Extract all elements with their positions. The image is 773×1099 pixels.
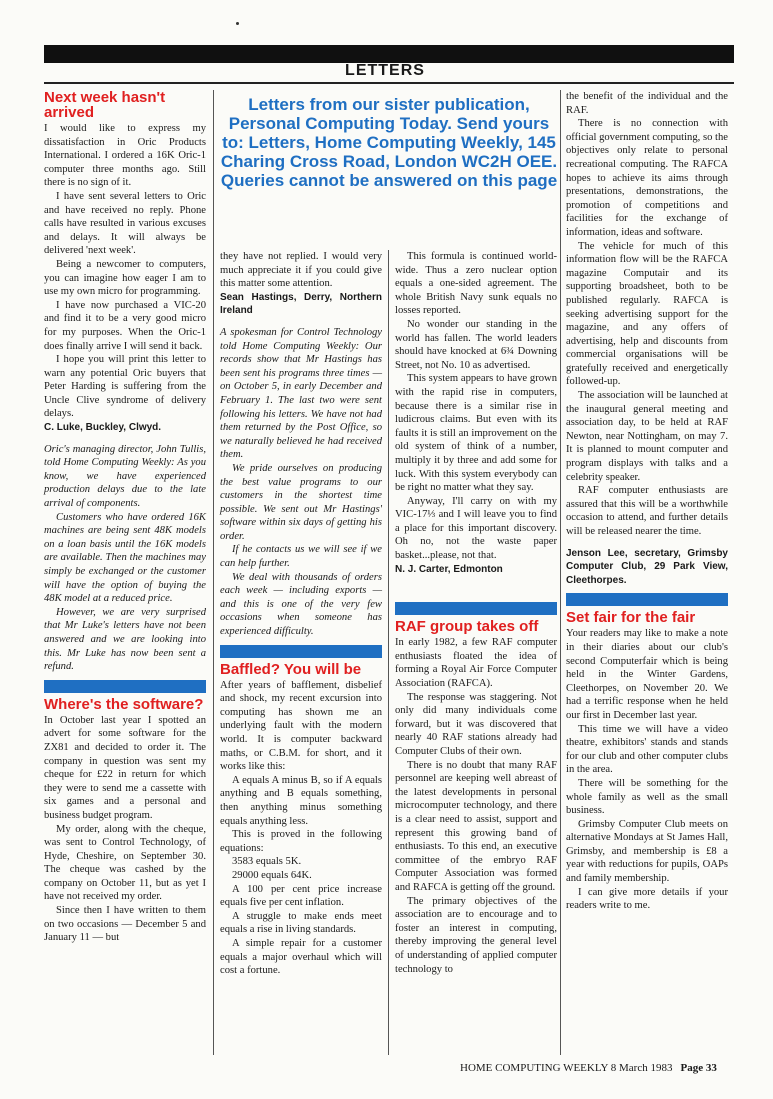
letter-paragraph: There will be something for the whole family as well as the small business. xyxy=(566,777,728,817)
column-1 xyxy=(44,90,206,945)
promo-box: Letters from our sister publication, Personal Computing Today. Send yours to: Letters, Home Computing Weekly, 145 Charing Cross Road, London WC2H OEE. Queries cannot be answered on this page xyxy=(220,95,558,190)
print-mark xyxy=(236,22,239,25)
letter-paragraph: A 100 per cent price increase equals five per cent inflation. xyxy=(220,883,382,909)
letter-paragraph: A equals A minus B, so if A equals anything and B equals something, then anything minus something equals anything less. xyxy=(220,774,382,827)
column-4 xyxy=(566,90,728,913)
letter-paragraph: I have now purchased a VIC-20 and find it to be a very good micro for my purposes. When the Oric-1 does finally arrive I will send it back. xyxy=(44,299,206,352)
letter-paragraph: The primary objectives of the association are to encourage and to foster an interest in computing, thereby improving the general level of understanding of applied computer technology to xyxy=(395,895,557,975)
reply-paragraph: Oric's managing director, John Tullis, told Home Computing Weekly: As you know, we have experienced production delays due to the late arrival of components. xyxy=(44,443,206,510)
letter-signature: N. J. Carter, Edmonton xyxy=(395,563,503,575)
letter-paragraph: 3583 equals 5K. xyxy=(232,856,302,868)
header-rule xyxy=(44,82,734,84)
header-banner xyxy=(44,45,734,63)
letter-paragraph: This formula is continued world-wide. Thus a zero nuclear option equals a one-sided agreement. The whole British Navy sunk equals no losses reported. xyxy=(395,251,557,317)
letter-signature: C. Luke, Buckley, Clwyd. xyxy=(44,422,162,434)
letter-paragraph: A struggle to make ends meet equals a rise in living standards. xyxy=(220,910,382,936)
letter-paragraph: Being a newcomer to computers, you can imagine how eager I am to use my own micro for programming. xyxy=(44,258,206,298)
letter-paragraph: 29000 equals 64K. xyxy=(232,869,312,881)
letter-paragraph: There is no doubt that many RAF personnel are keeping well abreast of the latest developments in personal microcomputer technology, and there is a clear need to assist, support and represent this growing band of enthusiasts. To this end, an executive committee of the embryo RAF Computer Association was formed and RAFCA is getting off the ground. xyxy=(395,759,557,893)
heading-bar xyxy=(44,680,206,693)
letter-paragraph: The vehicle for much of this information flow will be the RAFCA magazine Computair and its supporting broadsheet, both to be published regularly. RAFCA is seeking advertising support for the magazine, and any offers of advertising, help and discounts from commercial organisations will be gratefully received and energetically followed-up. xyxy=(566,240,728,388)
section-title: LETTERS xyxy=(345,62,425,79)
letter-heading: Baffled? You will be xyxy=(220,660,362,678)
letter-paragraph: the benefit of the individual and the RAF. xyxy=(566,91,728,116)
letter-heading: Next week hasn't arrived xyxy=(44,89,166,121)
letter-paragraph: No wonder our standing in the world has fallen. The world leaders should have knocked at 6¾ Downing Street, not No. 10 as advertised. xyxy=(395,318,557,371)
letter-paragraph: Since then I have written to them on two occasions — December 5 and January 11 — but xyxy=(44,905,206,944)
letter-paragraph: This time we will have a video theatre, exhibitors' stands and stands for our club and other computer clubs in the area. xyxy=(566,723,728,776)
footer-publication: HOME COMPUTING WEEKLY 8 March 1983 xyxy=(460,1062,673,1074)
letter-paragraph: The response was staggering. Not only did many individuals come forward, but it was discovered that nearly 40 RAF stations already had Computer Clubs of their own. xyxy=(395,691,557,757)
reply-paragraph: We deal with thousands of orders each week — including exports — and this is one of the very few occasions when someone has experienced difficulty. xyxy=(220,571,382,638)
page-number: Page 33 xyxy=(680,1062,717,1074)
letter-paragraph: I would like to express my dissatisfaction in Oric Products International. I ordered a 16K Oric-1 computer three months ago. Still there is no sign of it. xyxy=(44,123,206,189)
letter-paragraph: Anyway, I'll carry on with my VIC-17⅓ and I will leave you to find a place for this important discovery. Oh no, not the waste paper basket...please, not that. xyxy=(395,495,557,562)
reply-paragraph: Customers who have ordered 16K machines are being sent 48K models on a loan basis until the 16K models are available. Then the machines may simply be exchanged or the customer will have the option of buying the 48K model at a reduced price. xyxy=(44,511,206,605)
letter-heading: Where's the software? xyxy=(44,695,204,713)
column-divider xyxy=(213,90,214,1055)
letter-paragraph: Your readers may like to make a note in their diaries about our club's second Computerfair which is being held in the Winter Gardens, Cleethorpes, on November 20. We had a terrific response when he held our first in December last year. xyxy=(566,628,728,721)
letter-paragraph: There is no connection with official government computing, so the objectives only relate to personal recreational computing. The RAFCA hopes to achieve its aims through presentations, demonstrations, the promotion of competitions and facilities for the exchange of information, ideas and software. xyxy=(566,118,728,238)
page-footer xyxy=(460,1062,717,1074)
reply-paragraph: We pride ourselves on producing the best value programs to our customers in the shortest time possible. We sent out Mr Hastings' software within six days of getting his order. xyxy=(220,462,382,542)
heading-bar xyxy=(220,645,382,658)
letter-paragraph: I have sent several letters to Oric and have received no reply. Phone calls have resulted in various excuses and delays. It will always be delivered 'next week'. xyxy=(44,190,206,257)
letter-paragraph: RAF computer enthusiasts are assured that this will be a worthwhile occasion to attend, and further details will be released nearer the time. xyxy=(566,485,728,537)
letter-heading: RAF group takes off xyxy=(395,618,539,636)
reply-paragraph: A spokesman for Control Technology told Home Computing Weekly: Our records show that Mr Hastings has been sent his programs three times — on October 5, in early December and February 1. The last two were sent following his letters. We have not had them returned by the Post Office, so we naturally believed he had received them. xyxy=(220,326,382,461)
heading-bar xyxy=(566,593,728,606)
reply-paragraph: If he contacts us we will see if we can help further. xyxy=(220,544,382,570)
letter-paragraph: I can give more details if your readers write to me. xyxy=(566,886,728,912)
reply-paragraph: However, we are very surprised that Mr Luke's letters have not been answered and we are looking into this. Mr Luke has now been sent a refund. xyxy=(44,606,206,673)
column-divider xyxy=(388,250,389,1055)
letter-paragraph: In October last year I spotted an advert for some software for the ZX81 and decided to order it. The company in question was sent my cheque for £22 in return for which they were to send me a cassette with six games and a personal and business budget program. xyxy=(44,714,206,821)
column-2 xyxy=(220,250,382,978)
column-divider xyxy=(560,90,561,1055)
letter-signature: Jenson Lee, secretary, Grimsby Computer Club, 29 Park View, Cleethorpes. xyxy=(566,547,728,586)
letter-heading: Set fair for the fair xyxy=(566,609,696,627)
heading-bar xyxy=(395,602,557,615)
letter-paragraph: In early 1982, a few RAF computer enthusiasts floated the idea of forming a Royal Air Force Computer Association (RAFCA). xyxy=(395,637,557,690)
letter-signature: Sean Hastings, Derry, Northern Ireland xyxy=(220,291,382,317)
letter-paragraph: The association will be launched at the inaugural general meeting and association day, to be held at RAF Newton, near Nottingham, on may 7. It is planned to mount computer and program displays with talks and a celebrity speaker. xyxy=(566,390,728,483)
letter-paragraph: they have not replied. I would very much appreciate it if you could give this matter some attention. xyxy=(220,251,382,290)
letter-paragraph: Grimsby Computer Club meets on alternative Mondays at St James Hall, Grimsby, and membership is £8 a year with reductions for pupils, OAPs and family membership. xyxy=(566,818,728,885)
column-3 xyxy=(395,250,557,976)
letter-paragraph: My order, along with the cheque, was sent to Control Technology, of Hyde, Cheshire, on September 30. The cheque was cashed by the company on October 11, but as yet I have not received my order. xyxy=(44,823,206,903)
letter-paragraph: A simple repair for a customer equals a major overhaul which will cost a fortune. xyxy=(220,937,382,977)
letter-paragraph: This system appears to have grown with the rapid rise in computers, because there is a similar rise in ludicrous claims. But even with its faults it is still an improvement on the old system of think of a number, multiply it by three and add some for luck. With this system everybody can be right no matter what they say. xyxy=(395,373,557,494)
letter-paragraph: I hope you will print this letter to warn any potential Oric buyers that Peter Harding is suffering from the Uncle Clive syndrome of delivery delays. xyxy=(44,354,206,420)
letter-paragraph: After years of bafflement, disbelief and shock, my recent excursion into computing has shown me an underlying fault with the modern world. It is computer backward maths, or C.B.M. for short, and it works like this: xyxy=(220,679,382,773)
letter-paragraph: This is proved in the following equations: xyxy=(220,829,382,854)
